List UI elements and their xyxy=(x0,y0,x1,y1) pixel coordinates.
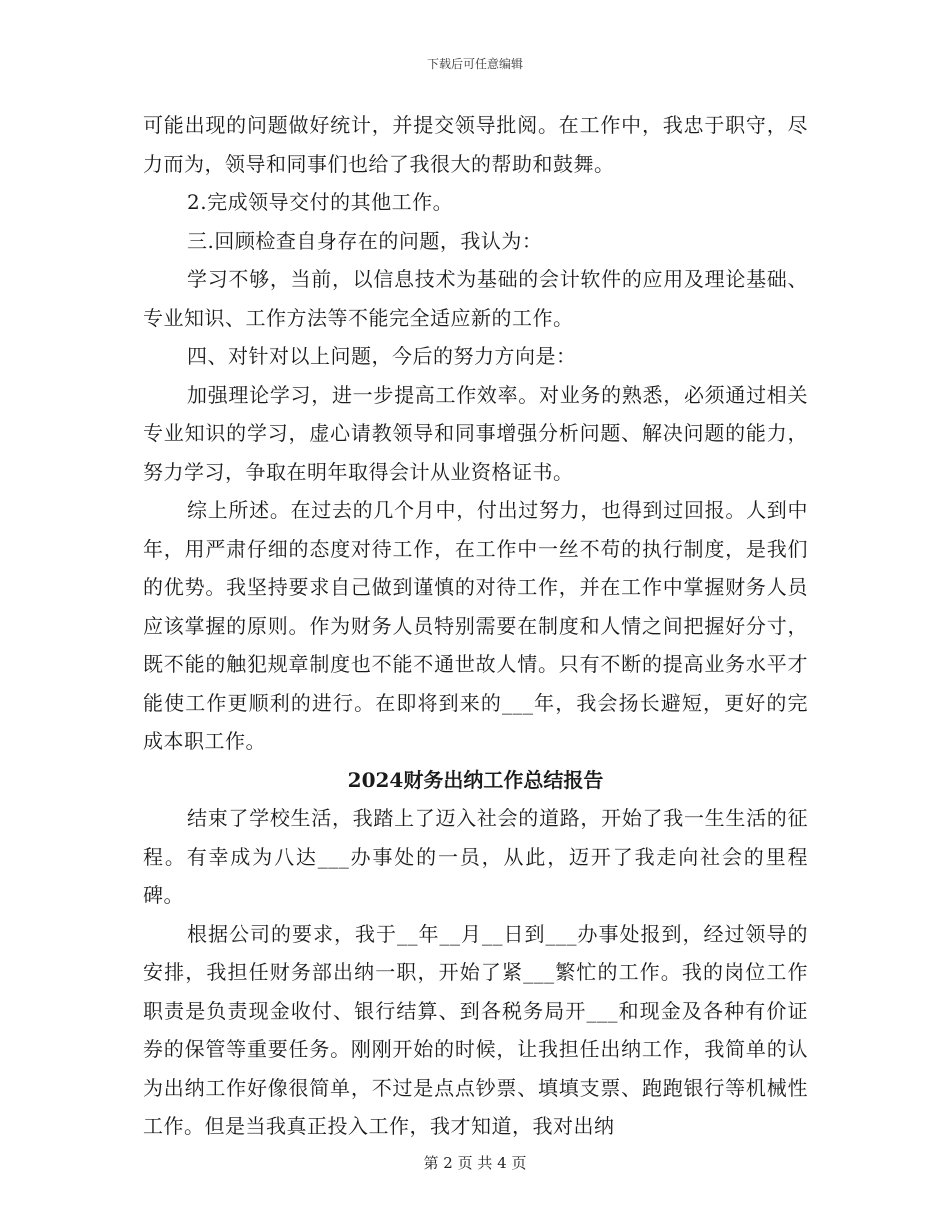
paragraph-summary: 综上所述。在过去的几个月中，付出过努力，也得到过回报。人到中年，用严肃仔细的态度对待工作，在工作中一丝不苟的执行制度，是我们的优势。我坚持要求自己做到谨慎的对待工作，并在工作中掌握财务人员应该掌握的原则。作为财务人员特别需要在制度和人情之间把握好分寸，既不能的触犯规章制度也不能不通世故人情。只有不断的提高业务水平才能使工作更顺利的进行。在即将到来的___年，我会扬长避短，更好的完成本职工作。 xyxy=(143,498,808,753)
paragraph-improvement: 加强理论学习，进一步提高工作效率。对业务的熟悉，必须通过相关专业知识的学习，虚心请教领导和同事增强分析问题、解决问题的能力，努力学习，争取在明年取得会计从业资格证书。 xyxy=(143,382,808,484)
paragraph-duties: 根据公司的要求，我于__年__月__日到___办事处报到，经过领导的安排，我担任财务部出纳一职，开始了紧___繁忙的工作。我的岗位工作职责是负责现金收付、银行结算、到各税务局开___和现金及各种有价证券的保管等重要任务。刚刚开始的时候，让我担任出纳工作，我简单的认为出纳工作好像很简单，不过是点点钞票、填填支票、跑跑银行等机械性工作。但是当我真正投入工作，我才知道，我对出纳 xyxy=(143,921,808,1138)
paragraph-intro: 结束了学校生活，我踏上了迈入社会的道路，开始了我一生生活的征程。有幸成为八达___办事处的一员，从此，迈开了我走向社会的里程碑。 xyxy=(143,806,808,907)
section-title: 2024财务出纳工作总结报告 xyxy=(347,767,604,792)
paragraph-item-2: 2.完成领导交付的其他工作。 xyxy=(187,190,454,214)
page-number: 第 2 页 共 4 页 xyxy=(423,1154,527,1172)
paragraph-study: 学习不够，当前，以信息技术为基础的会计软件的应用及理论基础、专业知识、工作方法等不能完全适应新的工作。 xyxy=(143,267,808,330)
paragraph-heading-3: 三.回顾检查自身存在的问题，我认为： xyxy=(187,228,543,253)
paragraph-continuation: 可能出现的问题做好统计，并提交领导批阅。在工作中，我忠于职守，尽力而为，领导和同事们也给了我很大的帮助和鼓舞。 xyxy=(143,113,808,176)
paragraph-heading-4: 四、对针对以上问题，今后的努力方向是： xyxy=(187,344,577,368)
document-body xyxy=(143,106,808,1146)
page-header: 下载后可任意编辑 xyxy=(426,57,523,71)
